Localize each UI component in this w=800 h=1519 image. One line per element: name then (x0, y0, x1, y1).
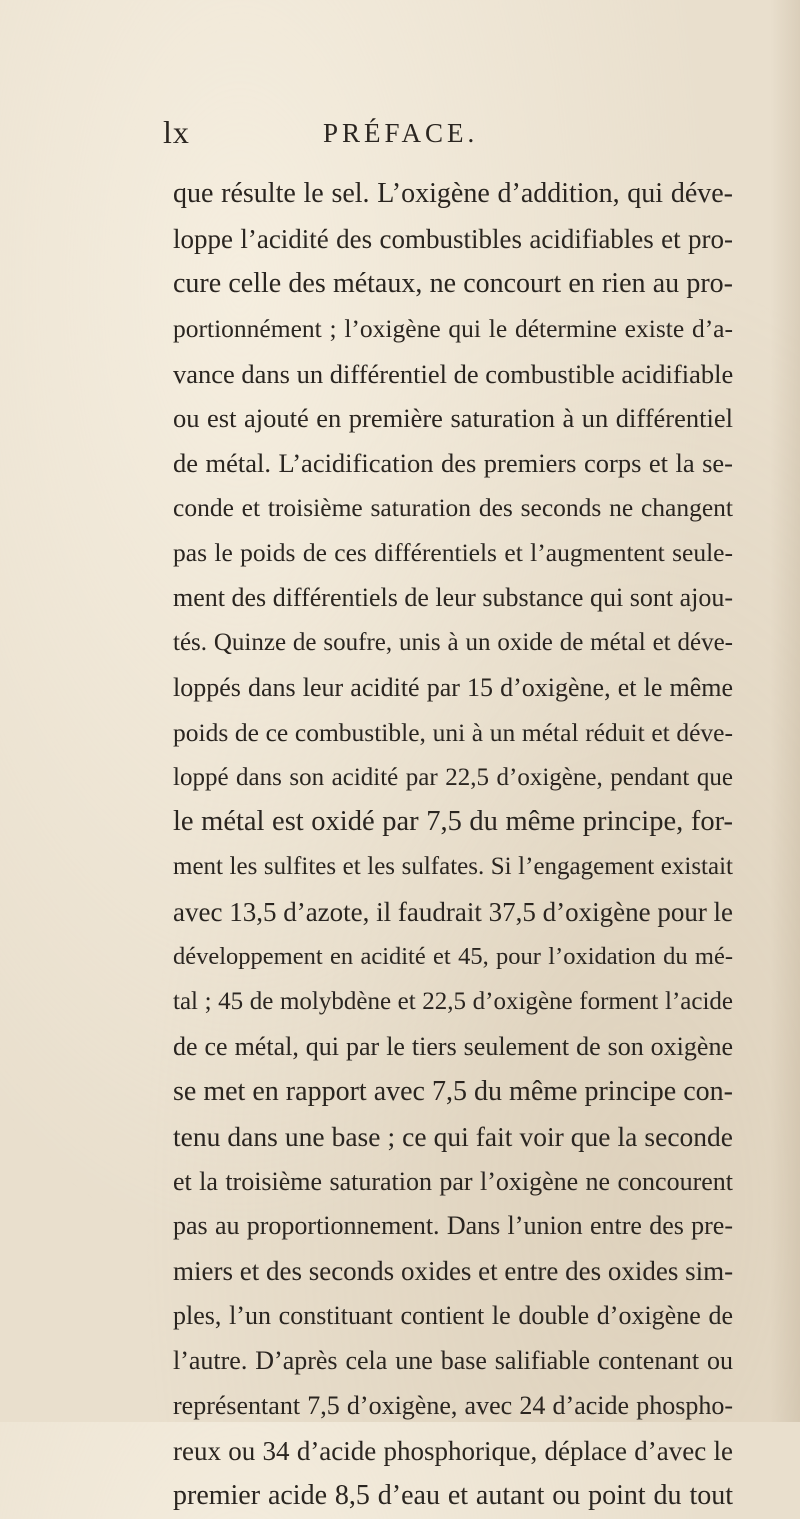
running-head (0, 114, 800, 158)
text-line: miers et des seconds oxides et entre des oxides sim- (173, 1256, 734, 1287)
text-line: ou est ajouté en première saturation à un différentiel (173, 403, 733, 434)
text-line: tal ; 45 de molybdène et 22,5 d’oxigène forment l’acide (173, 988, 733, 1016)
text-line: poids de ce combustible, uni à un métal réduit et déve- (173, 717, 733, 747)
running-title: PRÉFACE. (323, 118, 479, 148)
text-line: tenu dans une base ; ce qui fait voir que la seconde (173, 1120, 733, 1152)
text-line: développement en acidité et 45, pour l’oxidation du mé- (173, 943, 733, 971)
text-line: représentant 7,5 d’oxigène, avec 24 d’acide phospho- (173, 1391, 733, 1421)
text-line: de métal. L’acidification des premiers corps et la se- (173, 448, 733, 479)
text-line: ples, l’un constituant contient le double d’oxigène de (173, 1301, 733, 1331)
text-line: ment des différentiels de leur substance qui sont ajou- (173, 583, 733, 613)
page-edge-shadow (770, 0, 800, 1422)
text-line: ment les sulfites et les sulfates. Si l’engagement existait (173, 853, 733, 881)
text-line: premier acide 8,5 d’eau et autant ou point du tout (173, 1479, 733, 1511)
text-line: et la troisième saturation par l’oxigène ne concourent (173, 1166, 733, 1196)
text-line: cure celle des métaux, ne concourt en rien au pro- (173, 267, 733, 299)
text-line: tés. Quinze de soufre, unis à un oxide de métal et déve- (173, 628, 733, 656)
text-line: le métal est oxidé par 7,5 du même principe, for- (173, 806, 733, 838)
page-number: lx (163, 114, 190, 150)
text-line: loppe l’acidité des combustibles acidifiables et pro- (173, 223, 733, 254)
text-line: de ce métal, qui par le tiers seulement de son oxigène (173, 1031, 733, 1061)
text-line: l’autre. D’après cela une base salifiable contenant ou (173, 1346, 733, 1376)
text-line: pas le poids de ces différentiels et l’augmentent seule- (173, 538, 733, 568)
text-line: que résulte le sel. L’oxigène d’addition, qui déve- (173, 178, 733, 209)
text-line: conde et troisième saturation des seconds ne changent (173, 493, 733, 523)
text-line: pas au proportionnement. Dans l’union entre des pre- (173, 1211, 733, 1241)
text-line: reux ou 34 d’acide phosphorique, déplace d’avec le (173, 1435, 733, 1466)
text-line: loppé dans son acidité par 22,5 d’oxigène, pendant que (173, 763, 733, 791)
text-line: vance dans un différentiel de combustible acidifiable (173, 358, 734, 389)
body-text (173, 172, 733, 1519)
text-line: portionnément ; l’oxigène qui le détermine existe d’a- (173, 313, 733, 343)
text-line: se met en rapport avec 7,5 du même principe con- (173, 1075, 733, 1107)
text-line: loppés dans leur acidité par 15 d’oxigène, et le même (173, 672, 733, 702)
text-line: avec 13,5 d’azote, il faudrait 37,5 d’oxigène pour le (173, 897, 734, 928)
